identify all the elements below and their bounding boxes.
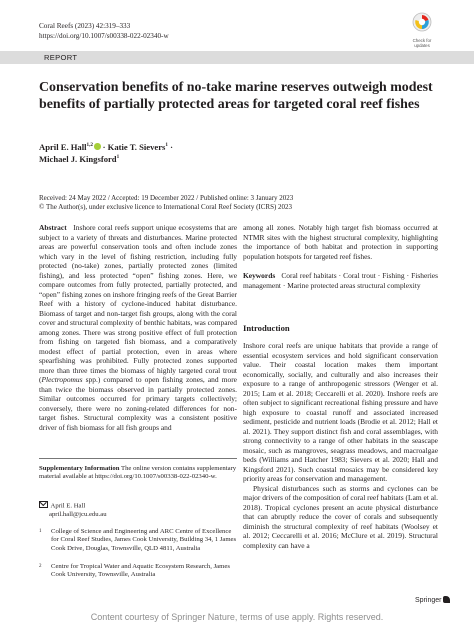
citation-link[interactable]: Lam et al. 2018 (243, 493, 438, 512)
abstract-continuation: among all zones. Notably high target fish biomass occurred at NTMR sites with the highest structural complexity, highlighting the importance of both habitat and protection in supporting population hotspots for targeted reef fishes. (243, 223, 438, 261)
affiliation (39, 528, 237, 553)
affiliation (39, 563, 237, 580)
affiliation-number: 1 (39, 529, 42, 534)
copyright-line: © The Author(s), under exclusive licence to International Coral Reef Society (ICRS) 2023 (39, 203, 293, 212)
affiliation-text: College of Science and Engineering and ARC Centre of Excellence for Coral Reef Studies, James Cook University, Building 34, 1 James Cook Drive, Douglas, Townsville, QLD 4811, Australia (51, 528, 237, 552)
corresponding-author (39, 501, 237, 519)
author-email-link[interactable]: april.hall@jcu.edu.au (49, 510, 107, 518)
author-list (39, 140, 439, 165)
introduction-heading: Introduction (243, 323, 290, 333)
citation-link[interactable]: Hall et al. 2021 (243, 417, 438, 436)
journal-volume-line: Coral Reefs (2023) 42:319–333 (39, 22, 131, 30)
author-separator: · (167, 141, 173, 152)
keywords-text: Coral reef habitats · Coral trout · Fishing · Fisheries management · Marine protected areas structural complexity (243, 271, 438, 290)
citation-link[interactable]: McClure et al. 2019 (340, 531, 402, 540)
author-name[interactable]: April E. Hall (39, 141, 87, 152)
journal-citation (39, 22, 169, 41)
citation-link[interactable]: Ceccarelli et al. 2020 (315, 388, 381, 398)
introduction-paragraph-2: Physical disturbances such as storms and cyclones can be major drivers of the composition of coral reef habitats (Lam et al. 2018). Tropical cyclones present an acute physical disturbance that can abruptly reduce the cover of corals and subsequently diminish the structural complexity of reef habitats (Woolsey et al. 2012; Ceccarelli et al. 2016; McClure et al. 2019). Structural complexity can have a (243, 483, 438, 550)
supplementary-information: Supplementary Information The online version contains supplementary material available at https://doi.org/10.1007/s00338-022-02340-w. (39, 465, 237, 481)
citation-link[interactable]: Ceccarelli et al. 2016 (271, 531, 337, 540)
received-accepted-line: Received: 24 May 2022 / Accepted: 19 December 2022 / Published online: 3 January 2023 (39, 194, 294, 202)
author-name[interactable]: Katie T. Sievers (107, 141, 166, 152)
abstract-text: Inshore coral reefs support unique ecosystems that are subject to a variety of threats and disturbances. Marine protected areas are powerful conservation tools and often include zones which vary in the level of fishing restriction, including fully protected (no-take) zones, partially protected zones (limited fishing), and less protected “open” fishing zones. Here, we compare outcomes from fully protected, partially protected, and “open” fishing zones on inshore fringing reefs of the Great Barrier Reef with a history of cyclone-induced habitat disturbance. Biomass of target and non-target fish groups, along with the coral cover and structural complexity of benthic habitats, was compared among zones. There was strong positive effect of full protection from fishing on targeted fish biomass, and a comparatively modest effect of partial protection, even in areas where spearfishing was prohibited. Fully protected zones supported more than three times the biomass of highly targeted coral trout ( (39, 223, 237, 384)
doi-link[interactable]: https://doi.org/10.1007/s00338-022-02340-w (39, 31, 169, 40)
introduction-body (243, 341, 438, 550)
author-name[interactable]: Michael J. Kingsford (39, 154, 117, 165)
author-affiliation-ref: 1 (165, 142, 168, 148)
citation-link[interactable]: Williams and Hatcher 1983 (261, 455, 346, 464)
article-title: Conservation benefits of no-take marine reserves outweigh modest benefits of partially protected areas for targeted coral reef fishes (39, 80, 433, 112)
citation-link[interactable]: Wenger et al. 2015 (243, 379, 438, 398)
article-type-label: REPORT (44, 52, 78, 62)
publisher-name: Springer (415, 597, 442, 604)
author-affiliation-ref: 1 (116, 154, 120, 161)
article-type-banner (0, 51, 474, 64)
publication-dates (39, 194, 439, 213)
affiliation-text: Centre for Tropical Water and Aquatic Ecosystem Research, James Cook University, Townsville, Australia (51, 563, 230, 579)
publisher-logo (415, 596, 450, 604)
affiliation-number: 2 (39, 564, 42, 569)
citation-link[interactable]: Lam et al. 2018 (262, 388, 311, 398)
keywords (243, 271, 438, 290)
courtesy-notice: Content courtesy of Springer Nature, terms of use apply. Rights reserved. (90, 612, 384, 622)
corresponding-author-name: April E. Hall (50, 502, 86, 510)
author-affiliation-ref: 1,2 (86, 142, 93, 148)
crossmark-label: Check for updates (412, 38, 432, 48)
citation-link[interactable]: Brodie et al. 2012 (360, 417, 414, 426)
check-for-updates-badge[interactable] (404, 12, 440, 48)
author-separator: · (100, 141, 108, 152)
abstract (39, 223, 237, 432)
supplementary-link[interactable]: https://doi.org/10.1007/s00338-022-02340-w (94, 473, 216, 481)
abstract-label: Abstract (39, 223, 67, 232)
citation-link[interactable]: Hall and Kingsford 2021 (243, 455, 438, 474)
citation-link[interactable]: Woolsey et al. 2012 (243, 521, 438, 540)
keywords-label: Keywords (243, 271, 276, 280)
mail-icon (39, 501, 48, 508)
citation-link[interactable]: Sievers et al. 2020 (350, 455, 408, 464)
species-name: Plectropomus (41, 375, 83, 384)
introduction-paragraph-1: Inshore coral reefs are unique habitats that provide a range of essential ecosystem services and hold significant conservation value. Their coastal location makes them important economically, socially, and culturally and also increases their exposure to a range of anthropogenic stressors (Wenger et al. 2015; Lam et al. 2018; Ceccarelli et al. 2020). Inshore reefs are often subject to significant recreational fishing pressure and have high exposure to coastal runoff and associated increased sediment, pesticide and nutrient loads (Brodie et al. 2012; Hall et al. 2021). They support distinct fish and coral assemblages, with strong connectivity to a range of other habitats in the seascape mosaic, such as mangroves, seagrass meadows, and macroalgae beds (Williams and Hatcher 1983; Sievers et al. 2020; Hall and Kingsford 2021). Such coastal mosaics may be considered key priority areas for conservation and management. (243, 341, 438, 483)
springer-horse-icon (443, 596, 450, 603)
footnote-divider (39, 458, 237, 459)
crossmark-icon (412, 12, 432, 32)
abstract-text-continued: spp.) compared to open fishing zones, and more than twice the biomass observed in partially protected zones. Similar outcomes occurred for primary targets collectively; conversely, there were no zoning-related differences for non-target fishes. Structural complexity was a consistent positive driver of fish biomass for all fish groups and (39, 375, 237, 432)
supplementary-label: Supplementary Information (39, 465, 120, 472)
